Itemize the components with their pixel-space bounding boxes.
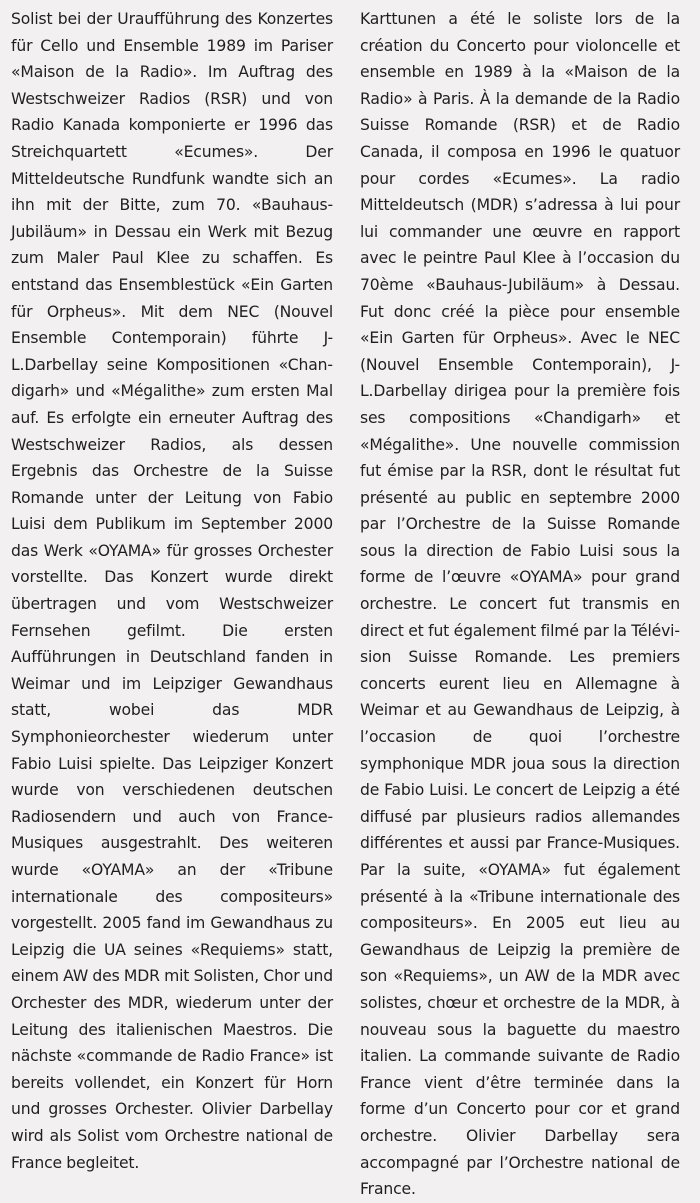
german-text-column: [11, 6, 333, 1176]
french-paragraph: Karttunen a été le soliste lors de la création du Concerto pour violoncelle et ensemble en 1989 à la «Maison de la Radio» à Paris. À la demande de la Radio Suisse Romande (RSR) et de Radio Canada, il composa en 1996 le quatuor pour cordes «Ecumes». La radio Mitteldeutsch (MDR) s’adressa à lui pour lui commander une œuvre en rapport avec le peintre Paul Klee à l’occasion du 70ème «Bauhaus-Jubiläum» à Dessau. Fut donc créé la pièce pour ensemble «Ein Garten für Orpheus». Avec le NEC (Nouvel Ensemble Contemporain), J-L.Darbellay dirigea pour la première fois ses compositions «Chandigarh» et «Mégalithe». Une nouvelle commission fut émise par la RSR, dont le résultat fut présenté au public en septembre 2000 par l’Orchestre de la Suisse Romande sous la direction de Fabio Luisi sous la forme de l’œuvre «OYAMA» pour grand orchestre. Le concert fut transmis en direct et fut également filmé par la Télévision Suisse Romande. Les premiers concerts eurent lieu en Allemagne à Weimar et au Gewandhaus de Leipzig, à l’occasion de quoi l’orchestre symphonique MDR joua sous la direction de Fabio Luisi. Le concert de Leipzig a été diffusé par plusieurs radios allemandes différentes et aussi par France-Musiques. Par la suite, «OYAMA» fut également présenté à la «Tribune internationale des compositeurs». En 2005 eut lieu au Gewandhaus de Leipzig la première de son «Requiems», un AW de la MDR avec solistes, chœur et orchestre de la MDR, à nouveau sous la baguette du maestro italien. La commande suivante de Radio France vient d’être terminée dans la forme d’un Concerto pour cor et grand orchestre. Olivier Darbellay sera accompagné par l’Orchestre national de France.: [360, 10, 680, 1199]
german-paragraph: Solist bei der Uraufführung des Konzertes für Cello und Ensemble 1989 im Pariser «Maison de la Radio». Im Auftrag des Westschweizer Radios (RSR) und von Radio Kanada komponierte er 1996 das Streichquartett «Ecumes». Der Mitteldeutsche Rundfunk wandte sich an ihn mit der Bitte, zum 70. «Bauhaus-Jubiläum» in Dessau ein Werk mit Bezug zum Maler Paul Klee zu schaffen. Es entstand das Ensemblestück «Ein Garten für Orpheus». Mit dem NEC (Nouvel Ensemble Contemporain) führte J-L.Darbellay seine Kompositionen «Chandigarh» und «Mégalithe» zum ersten Mal auf. Es erfolgte ein erneuter Auftrag des Westschweizer Radios, als dessen Ergebnis das Orchestre de la Suisse Romande unter der Leitung von Fabio Luisi dem Publikum im September 2000 das Werk «OYAMA» für grosses Orchester vorstellte. Das Konzert wurde direkt übertragen und vom Westschweizer Fernsehen gefilmt. Die ersten Aufführungen in Deutschland fanden in Weimar und im Leipziger Gewandhaus statt, wobei das MDR Symphonieorchester wiederum unter Fabio Luisi spielte. Das Leipziger Konzert wurde von verschiedenen deutschen Radiosendern und auch von France-Musiques ausgestrahlt. Des weiteren wurde «OYAMA» an der «Tribune internationale des compositeurs» vorgestellt. 2005 fand im Gewandhaus zu Leipzig die UA seines «Requiems» statt, einem AW des MDR mit Solisten, Chor und Orchester des MDR, wiederum unter der Leitung des italienischen Maestros. Die nächste «commande de Radio France» ist bereits vollendet, ein Konzert für Horn und grosses Orchester. Olivier Darbellay wird als Solist vom Orchestre national de France begleitet.: [11, 10, 333, 1172]
french-text-column: [360, 6, 680, 1203]
